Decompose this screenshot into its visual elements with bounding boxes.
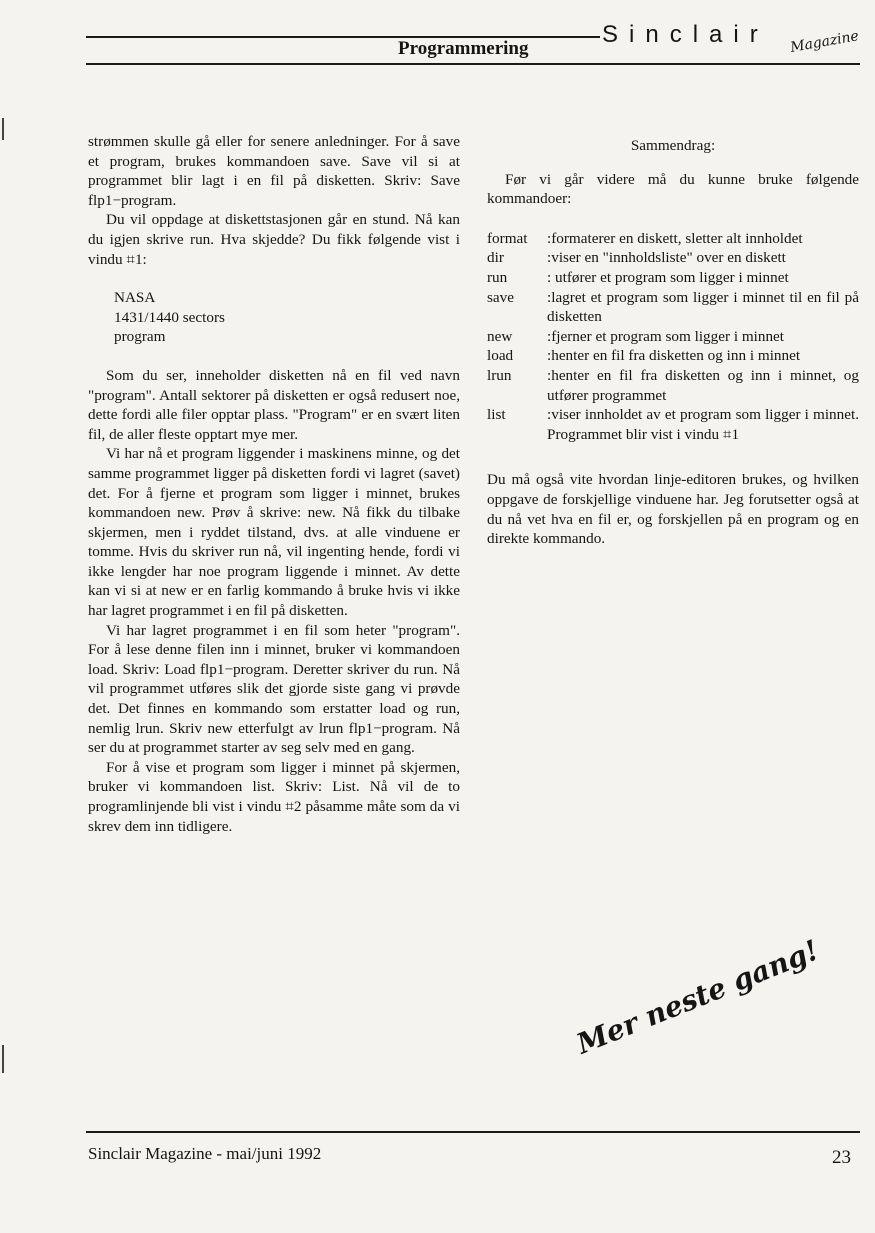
command-desc: :lagret et program som ligger i minnet til en fil på disketten xyxy=(547,288,859,326)
listing-line: NASA xyxy=(114,289,156,307)
section-title: Programmering xyxy=(398,38,529,59)
footer-rule xyxy=(86,1131,860,1133)
footer-publication: Sinclair Magazine - mai/juni 1992 xyxy=(88,1144,322,1163)
command-desc: :fjerner et program som ligger i minnet xyxy=(547,327,785,345)
command-name: format xyxy=(487,229,528,247)
right-column xyxy=(487,132,859,549)
paragraph: For å vise et program som ligger i minnet på skjermen, bruker vi kommandoen list. Skriv: List. Nå vil de to programlinjende bli vist i vindu ⌗2 påsamme måte som da vi skrev dem inn tidligere. xyxy=(88,758,460,835)
command-desc: :formaterer en diskett, sletter alt innholdet xyxy=(547,229,803,247)
command-row xyxy=(487,366,859,405)
command-row xyxy=(487,405,859,444)
paragraph: strømmen skulle gå eller for senere anledninger. For å save et program, brukes kommandoen save. Save vil si at programmet blir lagt i en fil på disketten. Skriv: Save flp1−program. xyxy=(88,133,460,209)
scan-mark xyxy=(2,1045,4,1073)
left-column xyxy=(88,132,460,836)
command-name: dir xyxy=(487,249,504,267)
command-row xyxy=(487,229,859,249)
paragraph: Du vil oppdage at diskettstasjonen går en stund. Nå kan du igjen skrive run. Hva skjedde? Du fikk følgende vist i vindu ⌗1: xyxy=(88,211,460,268)
command-table xyxy=(487,229,859,445)
command-name: new xyxy=(487,327,513,345)
command-desc: :viser en "innholdsliste" over en diskett xyxy=(547,249,786,267)
listing-line: program xyxy=(114,328,166,346)
command-name: save xyxy=(487,288,514,306)
listing-line: 1431/1440 sectors xyxy=(114,308,225,326)
page-number: 23 xyxy=(832,1147,851,1168)
command-desc: :henter en fil fra disketten og inn i minnet xyxy=(547,347,801,365)
scan-mark xyxy=(2,118,4,140)
brand-script: Magazine xyxy=(789,28,861,56)
paragraph: Vi har lagret programmet i en fil som heter "program". For å lese denne filen inn i minnet, bruker vi kommandoen load. Skriv: Load flp1−program. Deretter skriver du run. Nå vil programmet utføres slik det gjorde siste gang vi prøvde det. Det finnes en kommando som erstatter load og run, nemlig lrun. Skriv new etterfulgt av lrun flp1−program. Nå ser du at programmet starter av seg selv med en gang. xyxy=(88,621,460,757)
command-name: load xyxy=(487,347,514,365)
command-name: lrun xyxy=(487,366,512,384)
command-row xyxy=(487,346,859,366)
paragraph: Som du ser, inneholder disketten nå en fil ved navn "program". Antall sektorer på disketten er også redusert noe, dette fordi alle filer opptar plass. "Program" er en svært liten fil, de aller fleste opptart mye mer. xyxy=(88,366,460,443)
brand-logo xyxy=(602,20,769,50)
command-desc: :henter en fil fra disketten og inn i minnet, og utfører programmet xyxy=(547,366,859,404)
command-desc: :viser innholdet av et program som ligger i minnet. Programmet blir vist i vindu ⌗1 xyxy=(547,406,859,443)
signature: Mer neste gang! xyxy=(572,933,824,1061)
brand-name: Sinclair xyxy=(602,21,769,48)
summary-intro: Før vi går videre må du kunne bruke følgende kommandoer: xyxy=(487,170,859,208)
paragraph: Vi har nå et program liggender i maskinens minne, og det samme programmet ligger på disketten fordi vi lagret (savet) det. For å fjerne et program som ligger i minnet, brukes kommandoen new. Prøv å skrive: new. Nå fikk du tilbake skjermen, men i ryddet tilstand, dvs. at alle vinduene er tomme. Hvis du skriver run nå, vil ingenting hende, fordi vi ikke lengder har noe program liggende i minnet. Av dette kan vi si at new er en farlig kommando å bruke hvis vi ikke har lagret programmet i en fil på disketten. xyxy=(88,445,460,620)
header-rule-bottom xyxy=(86,63,860,65)
command-row xyxy=(487,288,859,327)
command-desc: : utfører et program som ligger i minnet xyxy=(547,268,789,286)
command-row xyxy=(487,268,859,288)
command-row xyxy=(487,327,859,347)
command-row xyxy=(487,248,859,268)
command-name: run xyxy=(487,268,508,286)
summary-title: Sammendrag: xyxy=(630,137,716,154)
closing-paragraph: Du må også vite hvordan linje-editoren brukes, og hvilken oppgave de forskjellige vinduene har. Jeg forutsetter også at du nå vet hva en fil er, og forskjellen på en program og en direkte kommando. xyxy=(487,471,859,548)
command-name: list xyxy=(487,406,506,424)
